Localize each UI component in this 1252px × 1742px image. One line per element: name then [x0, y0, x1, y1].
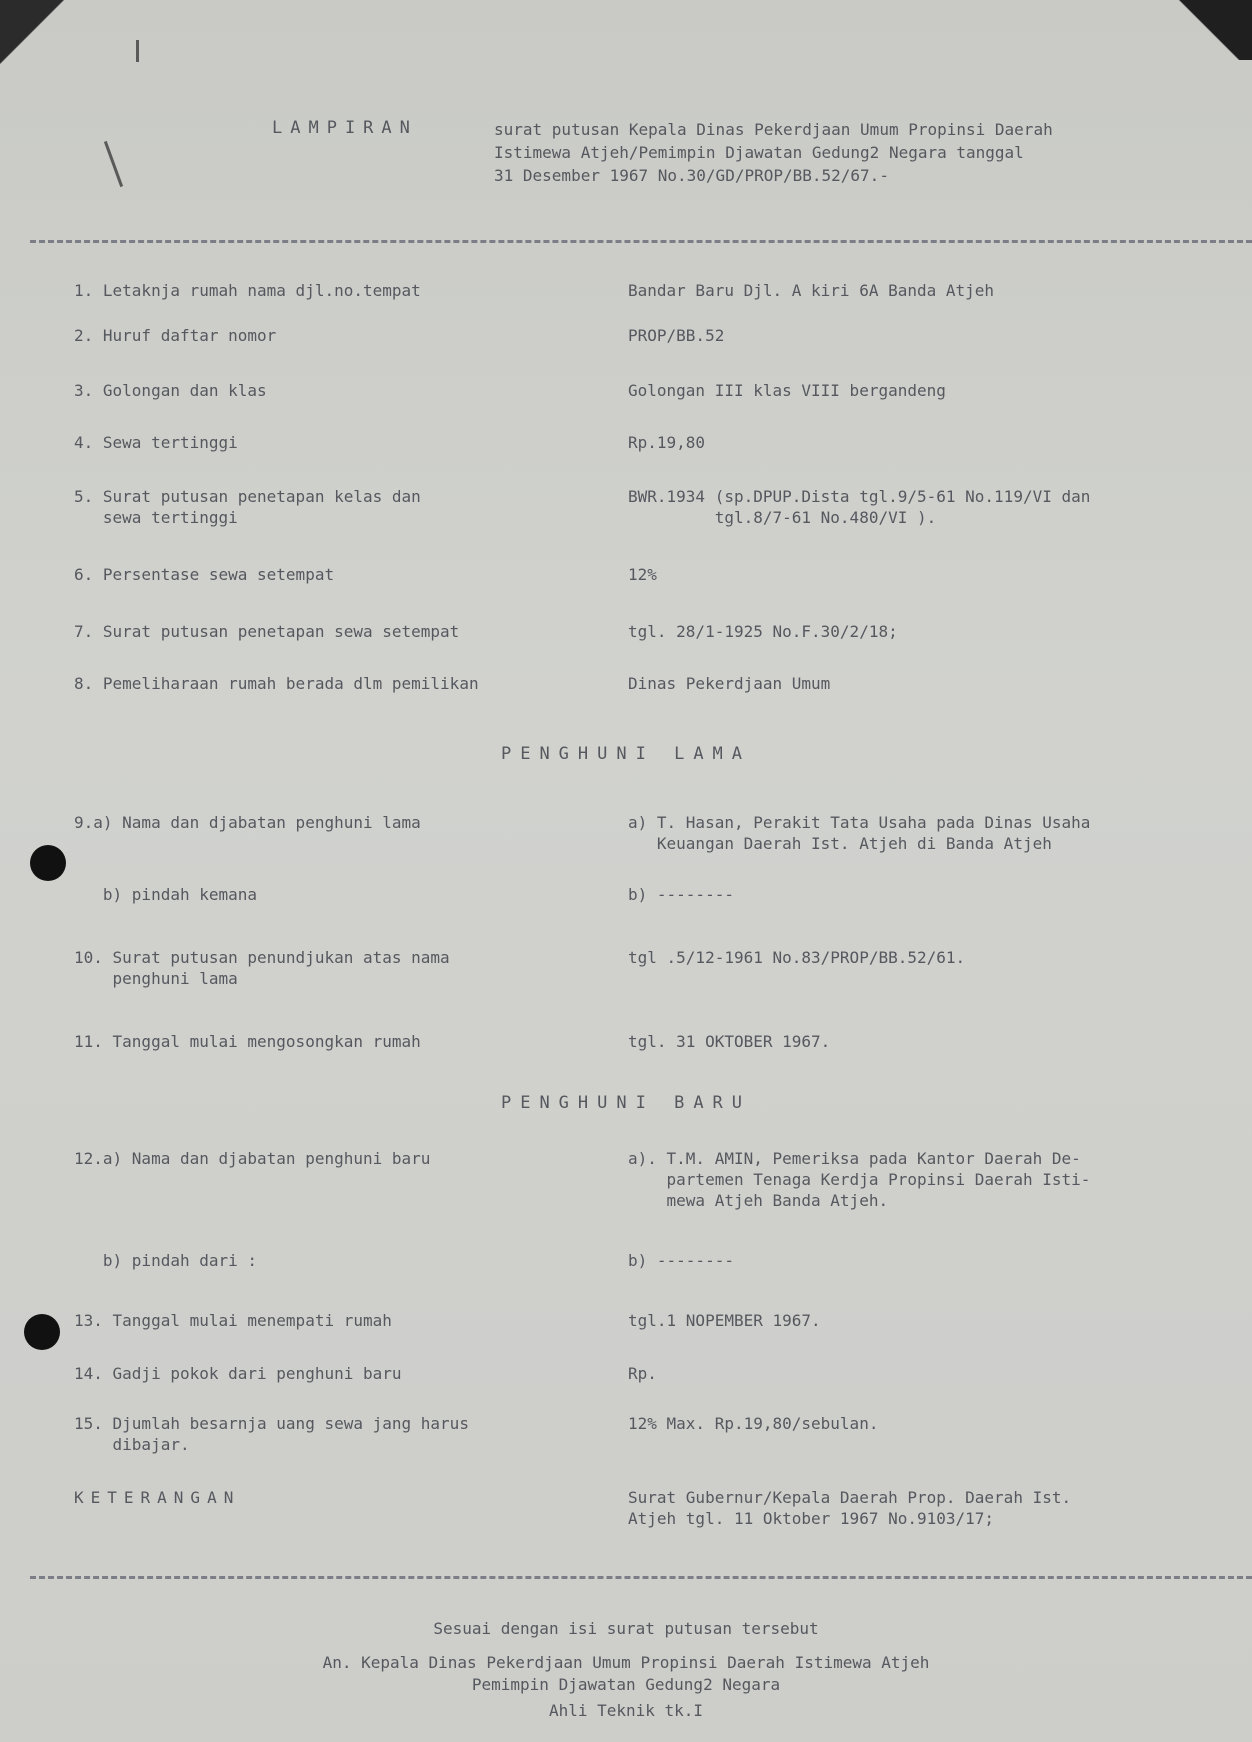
punch-hole	[30, 845, 66, 881]
item-label: 10. Surat putusan penundjukan atas nama penghuni lama	[74, 948, 450, 988]
signatory-line: An. Kepala Dinas Pekerdjaan Umum Propinsi Daerah Istimewa Atjeh	[322, 1653, 930, 1672]
item-label: 8. Pemeliharaan rumah berada dlm pemilikan	[74, 674, 479, 693]
item-value: 12% Max. Rp.19,80/sebulan.	[628, 1414, 879, 1433]
keterangan-value: Surat Gubernur/Kepala Daerah Prop. Daerah Ist. Atjeh tgl. 11 Oktober 1967 No.9103/17;	[628, 1488, 1072, 1528]
divider	[30, 1576, 1252, 1579]
pen-mark	[104, 141, 123, 187]
item-label: 7. Surat putusan penetapan sewa setempat	[74, 622, 460, 641]
signatory-position: Pemimpin Djawatan Gedung2 Negara	[471, 1675, 781, 1694]
section-title-penghuni-lama: PENGHUNI LAMA	[500, 744, 752, 764]
keterangan-label: KETERANGAN	[74, 1488, 241, 1507]
item-value: BWR.1934 (sp.DPUP.Dista tgl.9/5-61 No.119/VI dan tgl.8/7-61 No.480/VI ).	[628, 487, 1091, 527]
item-value: PROP/BB.52	[628, 326, 725, 345]
item-value: b) --------	[628, 885, 734, 904]
item-value: Golongan III klas VIII bergandeng	[628, 381, 946, 400]
header-text: surat putusan Kepala Dinas Pekerdjaan Umum Propinsi Daerah Istimewa Atjeh/Pemimpin Djawatan Gedung2 Negara tanggal 31 Desember 1967 No.30/GD/PROP/BB.52/67.-	[494, 120, 1053, 185]
item-value: tgl. 31 OKTOBER 1967.	[628, 1032, 831, 1051]
item-label: 3. Golongan dan klas	[74, 381, 267, 400]
header-title: LAMPIRAN	[272, 118, 418, 138]
item-label: 6. Persentase sewa setempat	[74, 565, 335, 584]
item-label: 14. Gadji pokok dari penghuni baru	[74, 1364, 402, 1383]
item-label: 9.a) Nama dan djabatan penghuni lama	[74, 813, 421, 832]
item-value: Rp.19,80	[628, 433, 706, 452]
item-label: 11. Tanggal mulai mengosongkan rumah	[74, 1032, 421, 1051]
item-value: a). T.M. AMIN, Pemeriksa pada Kantor Daerah De- partemen Tenaga Kerdja Propinsi Daerah Isti- mewa Atjeh Banda Atjeh.	[628, 1149, 1091, 1210]
closing-line: Sesuai dengan isi surat putusan tersebut	[433, 1619, 819, 1638]
pen-mark	[136, 40, 139, 62]
item-label: b) pindah kemana	[74, 885, 258, 904]
signatory-rank: Ahli Teknik tk.I	[548, 1701, 704, 1720]
item-value: Rp.	[628, 1364, 657, 1383]
punch-hole	[24, 1314, 60, 1350]
item-value: tgl. 28/1-1925 No.F.30/2/18;	[628, 622, 898, 641]
item-value: a) T. Hasan, Perakit Tata Usaha pada Dinas Usaha Keuangan Daerah Ist. Atjeh di Banda Atjeh	[628, 813, 1091, 853]
item-label: 15. Djumlah besarnja uang sewa jang harus dibajar.	[74, 1414, 469, 1454]
item-value: b) --------	[628, 1251, 734, 1270]
item-label: b) pindah dari :	[74, 1251, 258, 1270]
item-label: 5. Surat putusan penetapan kelas dan sewa tertinggi	[74, 487, 421, 527]
item-value: Dinas Pekerdjaan Umum	[628, 674, 831, 693]
item-value: 12%	[628, 565, 657, 584]
item-label: 4. Sewa tertinggi	[74, 433, 238, 452]
item-label: 12.a) Nama dan djabatan penghuni baru	[74, 1149, 431, 1168]
item-label: 2. Huruf daftar nomor	[74, 326, 277, 345]
torn-corner	[0, 0, 90, 90]
item-value: Bandar Baru Djl. A kiri 6A Banda Atjeh	[628, 281, 995, 300]
divider	[30, 240, 1252, 243]
torn-corner	[1132, 0, 1252, 60]
item-value: tgl.1 NOPEMBER 1967.	[628, 1311, 821, 1330]
section-title-penghuni-baru: PENGHUNI BARU	[500, 1093, 752, 1113]
item-label: 1. Letaknja rumah nama djl.no.tempat	[74, 281, 421, 300]
item-label: 13. Tanggal mulai menempati rumah	[74, 1311, 392, 1330]
item-value: tgl .5/12-1961 No.83/PROP/BB.52/61.	[628, 948, 966, 967]
